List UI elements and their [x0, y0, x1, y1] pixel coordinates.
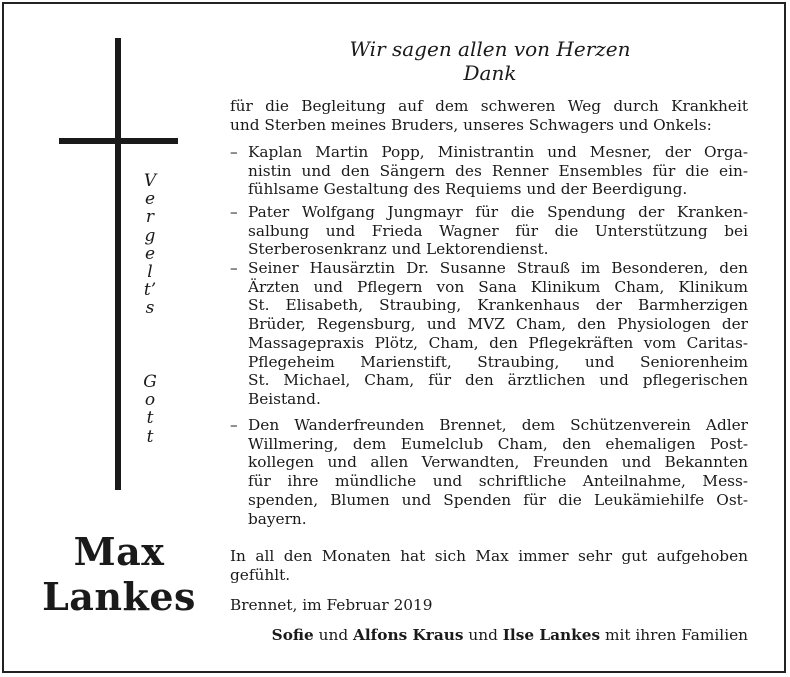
bullet-line: für ihre mündliche und schriftliche Anteilnahme, Mess- [248, 472, 748, 491]
bullet-dash: – [230, 203, 238, 221]
vertical-text-gott [143, 373, 157, 446]
bullet-line: Willmering, dem Eumelclub Cham, den ehemaligen Post- [248, 434, 748, 453]
signer-name: Ilse Lankes [502, 626, 601, 644]
bullet-line: Brüder, Regensburg, und MVZ Cham, den Physiologen der [248, 315, 748, 334]
heading-line-1: Wir sagen allen von Herzen [349, 37, 631, 61]
vertical-letter: t’ [143, 280, 157, 301]
bullet-line: Kaplan Martin Popp, Ministrantin und Mesner, der Orga- [248, 143, 748, 161]
signature-suffix: mit ihren Familien [600, 626, 748, 644]
vertical-letter: t [146, 408, 154, 429]
bullet-dash: – [230, 416, 238, 434]
vertical-letter: l [147, 262, 153, 283]
vertical-letter: t [146, 426, 154, 447]
bullet-line: Ärzten und Pflegern von Sana Klinikum Cham, Klinikum [248, 277, 748, 296]
signer-name: Sofie [271, 626, 314, 644]
signature-joiner: und [313, 626, 353, 644]
bullet-line: fühlsame Gestaltung des Requiems und der Beerdigung. [248, 180, 688, 199]
intro-text [230, 97, 748, 134]
bullet-dash: – [230, 143, 238, 161]
vertical-letter: r [145, 207, 155, 228]
vertical-letter: s [145, 298, 155, 319]
vertical-text-vergelts [143, 172, 157, 318]
heading-line-2: Dank [463, 61, 517, 85]
vertical-letter: g [144, 225, 156, 246]
vertical-letter: G [143, 372, 157, 392]
closing-line: In all den Monaten hat sich Max immer sehr gut aufgehoben [230, 547, 748, 565]
deceased-last-name: Lankes [42, 574, 196, 619]
thanks-item-friends [230, 416, 748, 528]
bullet-line: kollegen und allen Verwandten, Freunden und Bekannten [248, 453, 748, 472]
bullet-line: bayern. [248, 509, 307, 528]
vertical-letter: e [144, 189, 156, 210]
place-date: Brennet, im Februar 2019 [230, 596, 433, 614]
bullet-line: Pater Wolfgang Jungmayr für die Spendung der Kranken- [248, 203, 748, 221]
thanks-item-clergy [230, 143, 748, 199]
bullet-line: spenden, Blumen und Spenden für die Leukämiehilfe Ost- [248, 490, 748, 509]
thanks-item-doctors [230, 259, 748, 409]
signature-joiner: und [463, 626, 503, 644]
signer-name: Alfons Kraus [352, 626, 464, 644]
deceased-first-name: Max [73, 529, 165, 574]
bullet-line: Seiner Hausärztin Dr. Susanne Strauß im Besonderen, den [248, 259, 748, 277]
bullet-line: St. Elisabeth, Straubing, Krankenhaus der Barmherzigen [248, 296, 748, 315]
signature-line [230, 626, 748, 645]
vertical-letter: e [144, 243, 156, 264]
bullet-line: Den Wanderfreunden Brennet, dem Schützenverein Adler [248, 416, 748, 434]
bullet-line: salbung und Frieda Wagner für die Unterstützung bei [248, 221, 748, 240]
closing-line: gefühlt. [230, 565, 291, 584]
bullet-line: nistin und den Sängern des Renner Ensembles für die ein- [248, 161, 748, 180]
bullet-line: St. Michael, Cham, für den ärztlichen und pflegerischen [248, 371, 748, 390]
closing-text [230, 547, 748, 584]
bullet-line: Sterberosenkranz und Lektorendienst. [248, 240, 549, 259]
intro-line: für die Begleitung auf dem schweren Weg durch Krankheit [230, 97, 748, 115]
bullet-line: Pflegeheim Marienstift, Straubing, und Seniorenheim [248, 352, 748, 371]
cross-vertical-bar [115, 38, 121, 490]
thanks-item-pater [230, 203, 748, 259]
bullet-line: Beistand. [248, 389, 321, 408]
bullet-line: Massagepraxis Plötz, Cham, den Pflegekräften vom Caritas- [248, 333, 748, 352]
cross-horizontal-bar [59, 138, 178, 144]
bullet-dash: – [230, 259, 238, 277]
intro-line: und Sterben meines Bruders, unseres Schwagers und Onkels: [230, 115, 712, 134]
vertical-letter: V [143, 171, 157, 191]
vertical-letter: o [144, 390, 156, 411]
